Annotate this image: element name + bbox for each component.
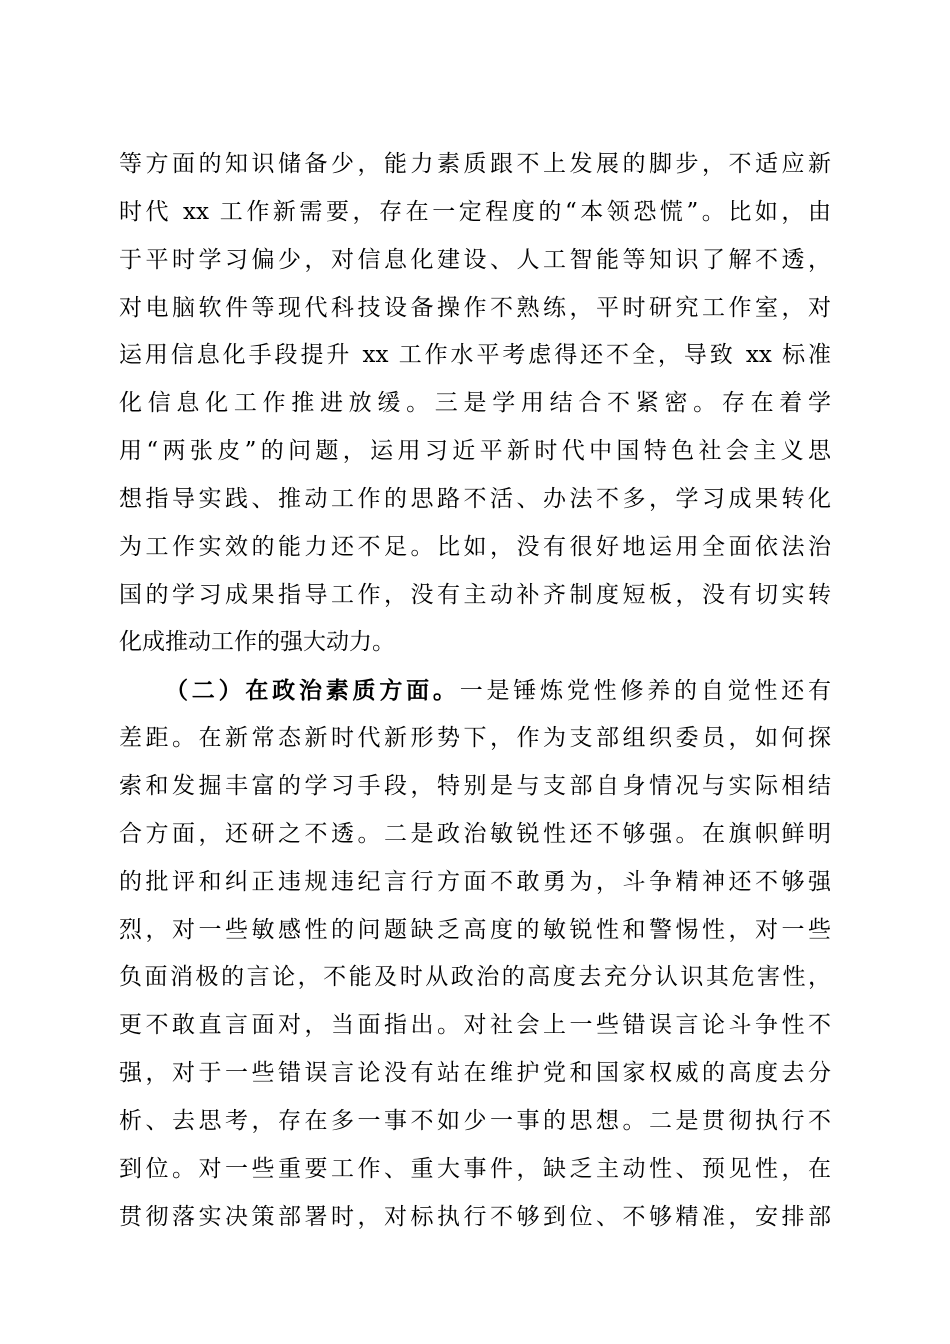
- paragraph-2: [119, 667, 831, 1241]
- text-line: 用“两张皮”的问题，运用习近平新时代中国特色社会主义思: [119, 438, 831, 465]
- text-line: 的批评和纠正违规违纪言行方面不敢勇为，斗争精神还不够强: [119, 868, 831, 895]
- text-line: 于平时学习偏少，对信息化建设、人工智能等知识了解不透，: [119, 246, 831, 273]
- text-line: 想指导实践、推动工作的思路不活、办法不多，学习成果转化: [119, 485, 831, 512]
- section-heading: （二）在政治素质方面。: [165, 677, 460, 705]
- paragraph-2-first-line: [119, 667, 831, 715]
- text-line: 贯彻落实决策部署时，对标执行不够到位、不够精准，安排部: [119, 1203, 831, 1230]
- text-line: 为工作实效的能力还不足。比如，没有很好地运用全面依法治: [119, 533, 831, 560]
- text-line: 合方面，还研之不透。二是政治敏锐性还不够强。在旗帜鲜明: [119, 820, 831, 847]
- text-line: 国的学习成果指导工作，没有主动补齐制度短板，没有切实转: [119, 581, 831, 608]
- text-line: 时代 xx 工作新需要，存在一定程度的“本领恐慌”。比如，由: [119, 198, 831, 225]
- text-line: 等方面的知识储备少，能力素质跟不上发展的脚步，不适应新: [119, 151, 831, 177]
- text-run: 一是锤炼党性修养的自觉性还有: [459, 678, 832, 705]
- text-line: 到位。对一些重要工作、重大事件，缺乏主动性、预见性，在: [119, 1155, 831, 1182]
- text-line: 对电脑软件等现代科技设备操作不熟练，平时研究工作室，对: [119, 294, 831, 321]
- text-line: 更不敢直言面对，当面指出。对社会上一些错误言论斗争性不: [119, 1012, 831, 1039]
- text-line: 强，对于一些错误言论没有站在维护党和国家权威的高度去分: [119, 1060, 831, 1087]
- text-line: 析、去思考，存在多一事不如少一事的思想。二是贯彻执行不: [119, 1107, 831, 1134]
- text-line: 索和发掘丰富的学习手段，特别是与支部自身情况与实际相结: [119, 772, 831, 799]
- text-line: 差距。在新常态新时代新形势下，作为支部组织委员，如何探: [119, 725, 831, 752]
- text-line: 化成推动工作的强大动力。: [119, 629, 395, 656]
- text-line: 化信息化工作推进放缓。三是学用结合不紧密。存在着学: [119, 390, 831, 417]
- paragraph-1: [119, 141, 831, 667]
- text-line: 烈，对一些敏感性的问题缺乏高度的敏锐性和警惕性，对一些: [119, 916, 831, 943]
- text-line: 运用信息化手段提升 xx 工作水平考虑得还不全，导致 xx 标准: [119, 342, 831, 369]
- text-line: 负面消极的言论，不能及时从政治的高度去充分认识其危害性，: [119, 964, 831, 991]
- document-body: [119, 141, 831, 1241]
